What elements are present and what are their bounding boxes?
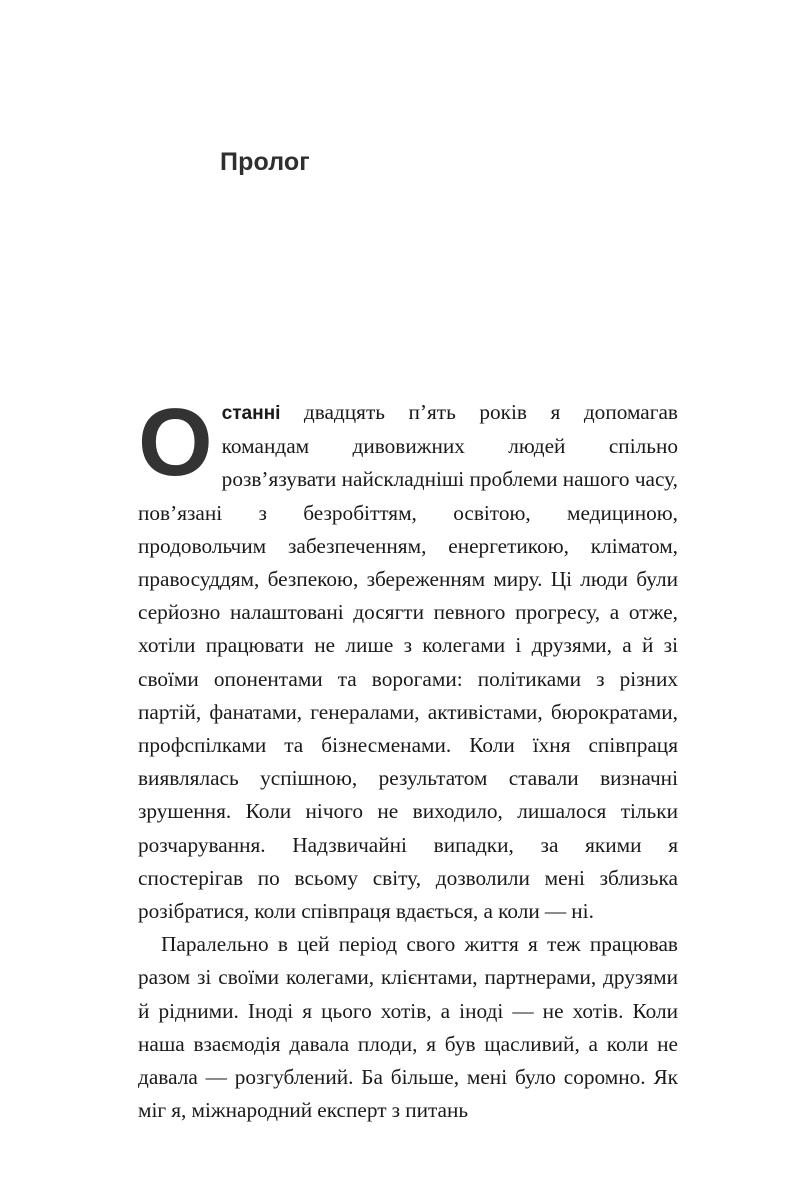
page-title: Пролог (220, 148, 310, 176)
paragraph-1 (138, 389, 678, 928)
lead-word: станні (221, 403, 281, 424)
body-text-block (138, 389, 678, 1127)
paragraph-2-text: Паралельно в цей період свого життя я теж працював разом зі своїми колегами, клієнтами, партнерами, друзями й рідними. Іноді я цього хотів, а іноді — не хотів. Коли наша взаємодія давала плоди, я був щасливий, а коли не давала — розгублений. Ба більше, мені було соромно. Як міг я, міжнародний експерт з питань (138, 932, 678, 1123)
paragraph-2 (138, 928, 678, 1127)
drop-cap: О (138, 389, 213, 496)
paragraph-1-text: двадцять п’ять років я допомагав командам дивовижних людей спільно розв’язувати найскладніші проблеми нашого часу, пов’язані з безробіттям, освітою, медициною, продовольчим забезпеченням, енергетикою, кліматом, правосуддям, безпекою, збереженням миру. Ці люди були серйозно налаштовані досягти певного прогресу, а отже, хотіли працювати не лише з колегами і друзями, а й зі своїми опонентами та ворогами: політиками з різних партій, фанатами, генералами, активістами, бюрократами, профспілками та бізнесменами. Коли їхня співпраця виявлялась успішною, результатом ставали визначні зрушення. Коли нічого не виходило, лишалося тільки розчарування. Надзвичайні випадки, за якими я спостерігав по всьому світу, дозволили мені зблизька розібратися, коли співпраця вдається, а коли — ні. (138, 400, 678, 924)
